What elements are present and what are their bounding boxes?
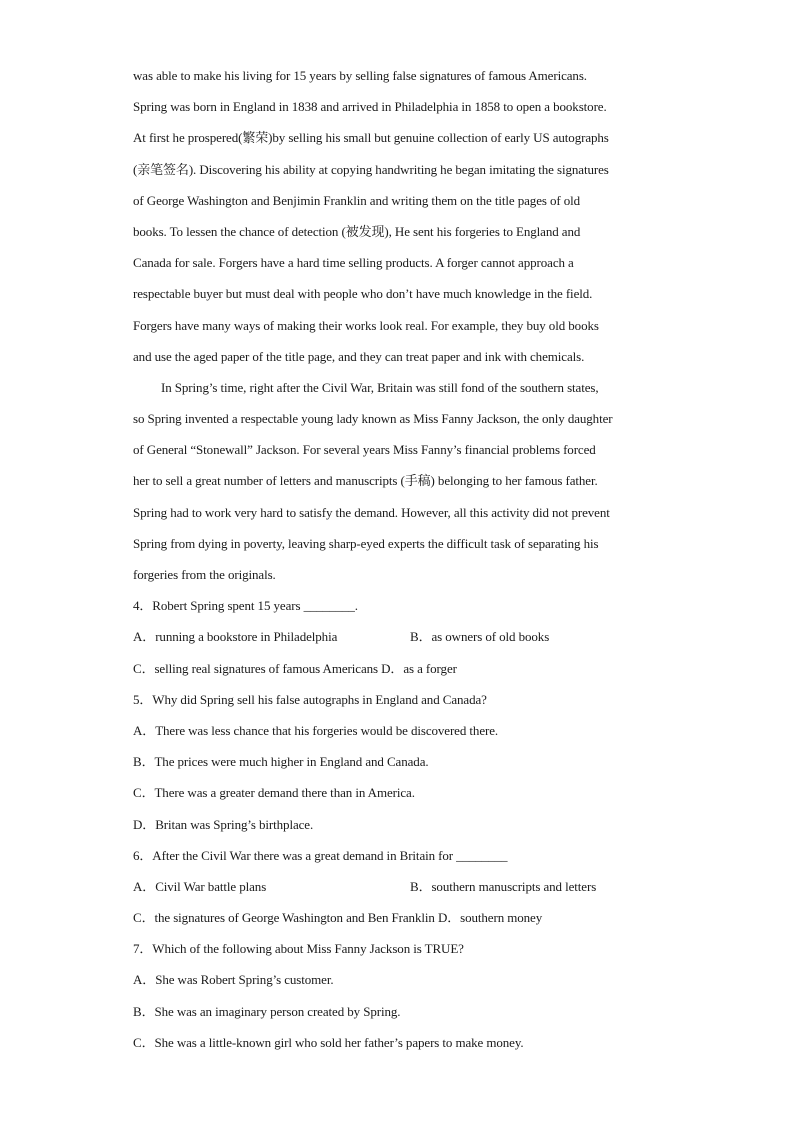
text-line: Spring from dying in poverty, leaving sharp-eyed experts the difficult task of separating his xyxy=(133,535,599,551)
option-d: D．Britan was Spring’s birthplace. xyxy=(133,816,314,832)
option-b: B．southern manuscripts and letters xyxy=(410,878,597,894)
question-6 xyxy=(133,840,673,934)
question-7 xyxy=(133,933,673,1058)
question-stem: 7．Which of the following about Miss Fanny Jackson is TRUE? xyxy=(133,941,464,957)
question-5 xyxy=(133,684,673,840)
option-row xyxy=(133,621,673,652)
text-line: of George Washington and Benjimin Franklin and writing them on the title pages of old xyxy=(133,192,581,208)
option-a: A．Civil War battle plans xyxy=(133,878,267,894)
passage-paragraph-2 xyxy=(133,372,673,590)
text-line: of General “Stonewall” Jackson. For several years Miss Fanny’s financial problems forced xyxy=(133,442,596,458)
text-line: (亲笔签名). Discovering his ability at copying handwriting he began imitating the signatures xyxy=(133,161,609,177)
text-line: respectable buyer but must deal with people who don’t have much knowledge in the field. xyxy=(133,286,593,302)
text-line: Forgers have many ways of making their works look real. For example, they buy old books xyxy=(133,317,599,333)
document-content xyxy=(133,60,673,1058)
option-row xyxy=(133,871,673,902)
option-a: A．running a bookstore in Philadelphia xyxy=(133,629,338,645)
text-line: and use the aged paper of the title page, and they can treat paper and ink with chemicals. xyxy=(133,348,585,364)
question-stem: 6．After the Civil War there was a great demand in Britain for ________ xyxy=(133,847,508,863)
option-d: D．southern money xyxy=(437,910,543,926)
text-line: forgeries from the originals. xyxy=(133,567,276,582)
option-b: B．She was an imaginary person created by Spring. xyxy=(133,1003,401,1019)
option-c: C．selling real signatures of famous Americans xyxy=(133,660,378,676)
option-a: A．She was Robert Spring’s customer. xyxy=(133,972,334,988)
question-stem: 4．Robert Spring spent 15 years ________. xyxy=(133,598,358,614)
option-row xyxy=(133,653,673,684)
text-line: so Spring invented a respectable young lady known as Miss Fanny Jackson, the only daughter xyxy=(133,411,613,427)
option-b: B．as owners of old books xyxy=(410,629,550,645)
option-row xyxy=(133,902,673,933)
text-line: At first he prospered(繁荣)by selling his small but genuine collection of early US autographs xyxy=(133,130,609,146)
text-line: Spring was born in England in 1838 and arrived in Philadelphia in 1858 to open a bookstore. xyxy=(133,99,607,115)
text-line: In Spring’s time, right after the Civil War, Britain was still fond of the southern states, xyxy=(161,379,599,395)
option-a: A．There was less chance that his forgeries would be discovered there. xyxy=(133,722,499,738)
text-line: Spring had to work very hard to satisfy the demand. However, all this activity did not prevent xyxy=(133,504,610,520)
option-c: C．She was a little-known girl who sold her father’s papers to make money. xyxy=(133,1034,524,1050)
text-line: her to sell a great number of letters and manuscripts (手稿) belonging to her famous father. xyxy=(133,473,598,489)
text-line: books. To lessen the chance of detection (被发现), He sent his forgeries to England and xyxy=(133,223,581,239)
option-c: C．There was a greater demand there than in America. xyxy=(133,785,415,801)
text-line: Canada for sale. Forgers have a hard time selling products. A forger cannot approach a xyxy=(133,255,574,271)
text-line: was able to make his living for 15 years by selling false signatures of famous Americans. xyxy=(133,68,587,83)
option-b: B．The prices were much higher in England and Canada. xyxy=(133,754,429,770)
question-4 xyxy=(133,590,673,684)
question-stem: 5．Why did Spring sell his false autographs in England and Canada? xyxy=(133,691,487,707)
option-d: D．as a forger xyxy=(381,660,457,676)
passage-paragraph-1 xyxy=(133,60,673,372)
option-c: C．the signatures of George Washington and Ben Franklin xyxy=(133,910,435,926)
